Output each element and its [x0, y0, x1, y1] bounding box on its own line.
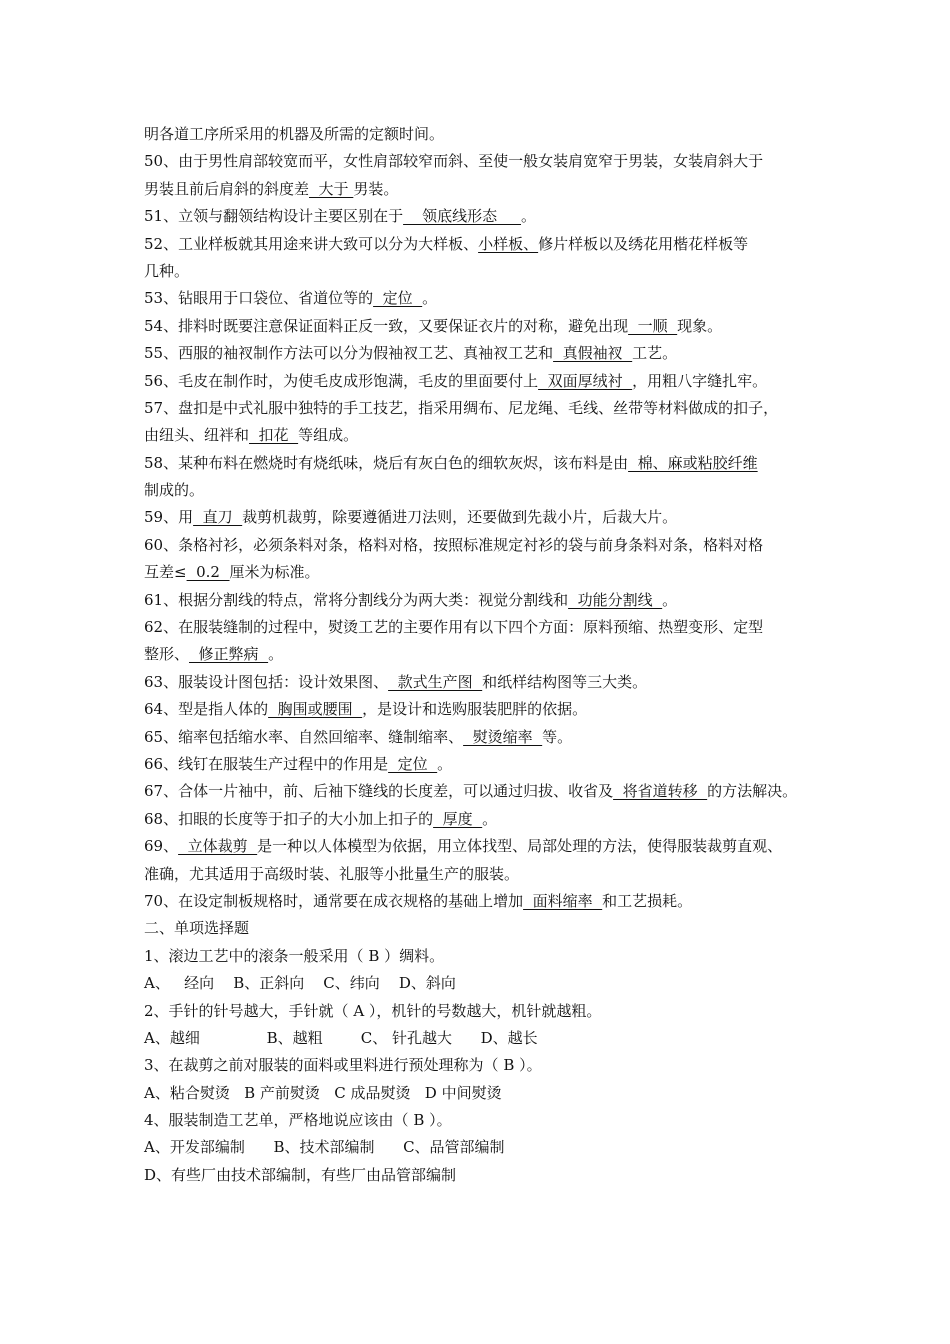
- text-segment: 59、用: [144, 508, 194, 527]
- text-line: [144, 258, 824, 285]
- text-line: [144, 148, 824, 175]
- answer-blank: 双面厚绒衬: [538, 371, 633, 390]
- text-line: [144, 751, 824, 778]
- text-segment: 62、在服装缝制的过程中，熨烫工艺的主要作用有以下四个方面：原料预缩、热塑变形、定型: [144, 618, 764, 637]
- text-line: [144, 1080, 824, 1107]
- text-line: [144, 1052, 824, 1079]
- text-segment: 现象。: [677, 316, 723, 335]
- text-segment: 男装。: [353, 179, 399, 198]
- text-segment: A、粘合熨烫 B 产前熨烫 C 成品熨烫 D 中间熨烫: [144, 1083, 502, 1102]
- answer-blank: 0.2: [186, 563, 230, 582]
- text-line: [144, 504, 824, 531]
- text-segment: 4、服装制造工艺单，严格地说应该由（ B ）。: [144, 1111, 452, 1130]
- text-line: [144, 532, 824, 559]
- text-line: [144, 422, 824, 449]
- answer-blank: 小样板、: [478, 234, 539, 253]
- text-line: [144, 395, 824, 422]
- text-line: [144, 696, 824, 723]
- text-segment: 54、排料时既要注意保证面料正反一致，又要保证衣片的对称，避免出现: [144, 316, 629, 335]
- text-line: [144, 641, 824, 668]
- answer-blank: 将省道转移: [613, 782, 708, 801]
- answer-blank: 厚度: [433, 809, 483, 828]
- text-segment: 67、合体一片袖中，前、后袖下缝线的长度差，可以通过归拔、收省及: [144, 782, 614, 801]
- text-line: [144, 806, 824, 833]
- text-line: [144, 203, 824, 230]
- text-segment: 53、钻眼用于口袋位、省道位等的: [144, 289, 374, 308]
- text-segment: 等。: [542, 727, 573, 746]
- text-segment: 65、缩率包括缩水率、自然回缩率、缝制缩率、: [144, 727, 464, 746]
- text-segment: 2、手针的针号越大，手针就（ A ），机针的号数越大，机针就越粗。: [144, 1001, 602, 1020]
- text-segment: 55、西服的袖衩制作方法可以分为假袖衩工艺、真袖衩工艺和: [144, 344, 554, 363]
- text-segment: 制成的。: [144, 481, 205, 500]
- text-line: [144, 614, 824, 641]
- text-segment: 51、立领与翻领结构设计主要区别在于: [144, 207, 404, 226]
- text-line: [144, 231, 824, 258]
- answer-blank: 一顺: [628, 316, 678, 335]
- text-segment: 整形、: [144, 645, 190, 664]
- text-segment: 。: [422, 289, 438, 308]
- answer-blank: 功能分割线: [568, 590, 663, 609]
- text-segment: 修片样板以及绣花用楷花样板等: [538, 234, 749, 253]
- text-line: [144, 176, 824, 203]
- document-page: [144, 121, 824, 1189]
- text-segment: 1、滚边工艺中的滚条一般采用（ B ）绸料。: [144, 946, 445, 965]
- text-segment: 准确，尤其适用于高级时装、礼服等小批量生产的服装。: [144, 864, 520, 883]
- text-line: [144, 833, 824, 860]
- answer-blank: 定位: [388, 754, 438, 773]
- answer-blank: 棉、麻或粘胶纤维: [628, 453, 758, 472]
- text-segment: 3、在裁剪之前对服装的面料或里料进行预处理称为（ B ）。: [144, 1056, 542, 1075]
- text-segment: 。: [437, 754, 453, 773]
- text-segment: 二、单项选择题: [144, 919, 250, 938]
- text-line: [144, 669, 824, 696]
- text-segment: 57、盘扣是中式礼服中独特的手工技艺，指采用绸布、尼龙绳、毛线、丝带等材料做成的扣子，: [144, 398, 779, 417]
- text-line: [144, 970, 824, 997]
- text-segment: 明各道工序所采用的机器及所需的定额时间。: [144, 125, 445, 143]
- text-line: [144, 1134, 824, 1161]
- answer-blank: 面料缩率: [523, 891, 603, 910]
- answer-blank: 扣花: [249, 426, 299, 445]
- text-segment: ，用粗八字缝扎牢。: [632, 371, 768, 390]
- text-line: [144, 587, 824, 614]
- text-segment: 58、某种布料在燃烧时有烧纸味，烧后有灰白色的细软灰烬，该布料是由: [144, 453, 629, 472]
- answer-blank: 款式生产图: [388, 672, 483, 691]
- text-segment: 。: [521, 207, 537, 226]
- text-segment: 等组成。: [298, 426, 359, 445]
- text-segment: 是一种以人体模型为依据，用立体找型、局部处理的方法，使得服装裁剪直观、: [257, 837, 783, 856]
- text-segment: 由纽头、纽袢和: [144, 426, 250, 445]
- answer-blank: 立体裁剪: [178, 837, 258, 856]
- text-segment: A、越细 B、越粗 C、 针孔越大 D、越长: [144, 1028, 538, 1047]
- text-segment: 68、扣眼的长度等于扣子的大小加上扣子的: [144, 809, 434, 828]
- text-line: [144, 368, 824, 395]
- text-segment: 工艺。: [632, 344, 678, 363]
- text-line: [144, 477, 824, 504]
- text-segment: 的方法解决。: [707, 782, 798, 801]
- answer-blank: 熨烫缩率: [463, 727, 543, 746]
- answer-blank: 真假袖衩: [553, 344, 633, 363]
- text-segment: 64、型是指人体的: [144, 700, 269, 719]
- answer-blank: 胸围或腰围: [268, 700, 363, 719]
- text-line: [144, 778, 824, 805]
- text-segment: 男装且前后肩斜的斜度差: [144, 179, 310, 198]
- text-line: [144, 998, 824, 1025]
- text-segment: 。: [662, 590, 678, 609]
- text-segment: 66、线钉在服装生产过程中的作用是: [144, 754, 389, 773]
- text-segment: 50、由于男性肩部较宽而平，女性肩部较窄而斜、至使一般女装肩宽窄于男装，女装肩斜大于: [144, 152, 764, 171]
- text-segment: 。: [268, 645, 284, 664]
- text-segment: 52、工业样板就其用途来讲大致可以分为大样板、: [144, 234, 479, 253]
- text-segment: 56、毛皮在制作时，为使毛皮成形饱满，毛皮的里面要付上: [144, 371, 539, 390]
- text-segment: 互差≤: [144, 563, 187, 582]
- answer-blank: 领底线形态: [403, 207, 522, 226]
- text-line: [144, 1107, 824, 1134]
- text-segment: 60、条格衬衫，必须条料对条，格料对格，按照标准规定衬衫的袋与前身条料对条，格料对格: [144, 535, 764, 554]
- text-line: [144, 285, 824, 312]
- answer-blank: 大于: [309, 179, 354, 198]
- text-line: [144, 1025, 824, 1052]
- text-line: [144, 313, 824, 340]
- text-segment: 63、服装设计图包括：设计效果图、: [144, 672, 389, 691]
- answer-blank: 直刀: [193, 508, 243, 527]
- text-line: [144, 340, 824, 367]
- text-segment: 和纸样结构图等三大类。: [482, 672, 648, 691]
- text-line: [144, 559, 824, 586]
- text-segment: 厘米为标准。: [229, 563, 320, 582]
- text-line: [144, 888, 824, 915]
- answer-blank: 修正弊病: [189, 645, 269, 664]
- text-segment: 几种。: [144, 261, 190, 280]
- text-line: [144, 450, 824, 477]
- answer-blank: 定位: [373, 289, 423, 308]
- text-line: [144, 121, 824, 148]
- text-segment: 。: [482, 809, 498, 828]
- text-line: [144, 915, 824, 942]
- text-segment: A、 经向 B、正斜向 C、纬向 D、斜向: [144, 974, 456, 993]
- text-line: [144, 943, 824, 970]
- text-line: [144, 724, 824, 751]
- text-segment: 61、根据分割线的特点，常将分割线分为两大类：视觉分割线和: [144, 590, 569, 609]
- text-segment: A、开发部编制 B、技术部编制 C、品管部编制: [144, 1138, 505, 1157]
- text-segment: 69、: [144, 837, 179, 856]
- text-segment: 和工艺损耗。: [602, 891, 693, 910]
- text-segment: 裁剪机裁剪，除要遵循进刀法则，还要做到先裁小片，后裁大片。: [242, 508, 678, 527]
- text-line: [144, 861, 824, 888]
- text-segment: 70、在设定制板规格时，通常要在成衣规格的基础上增加: [144, 891, 524, 910]
- text-segment: ，是设计和选购服装肥胖的依据。: [362, 700, 588, 719]
- text-segment: D、有些厂由技术部编制，有些厂由品管部编制: [144, 1165, 457, 1184]
- text-line: [144, 1162, 824, 1189]
